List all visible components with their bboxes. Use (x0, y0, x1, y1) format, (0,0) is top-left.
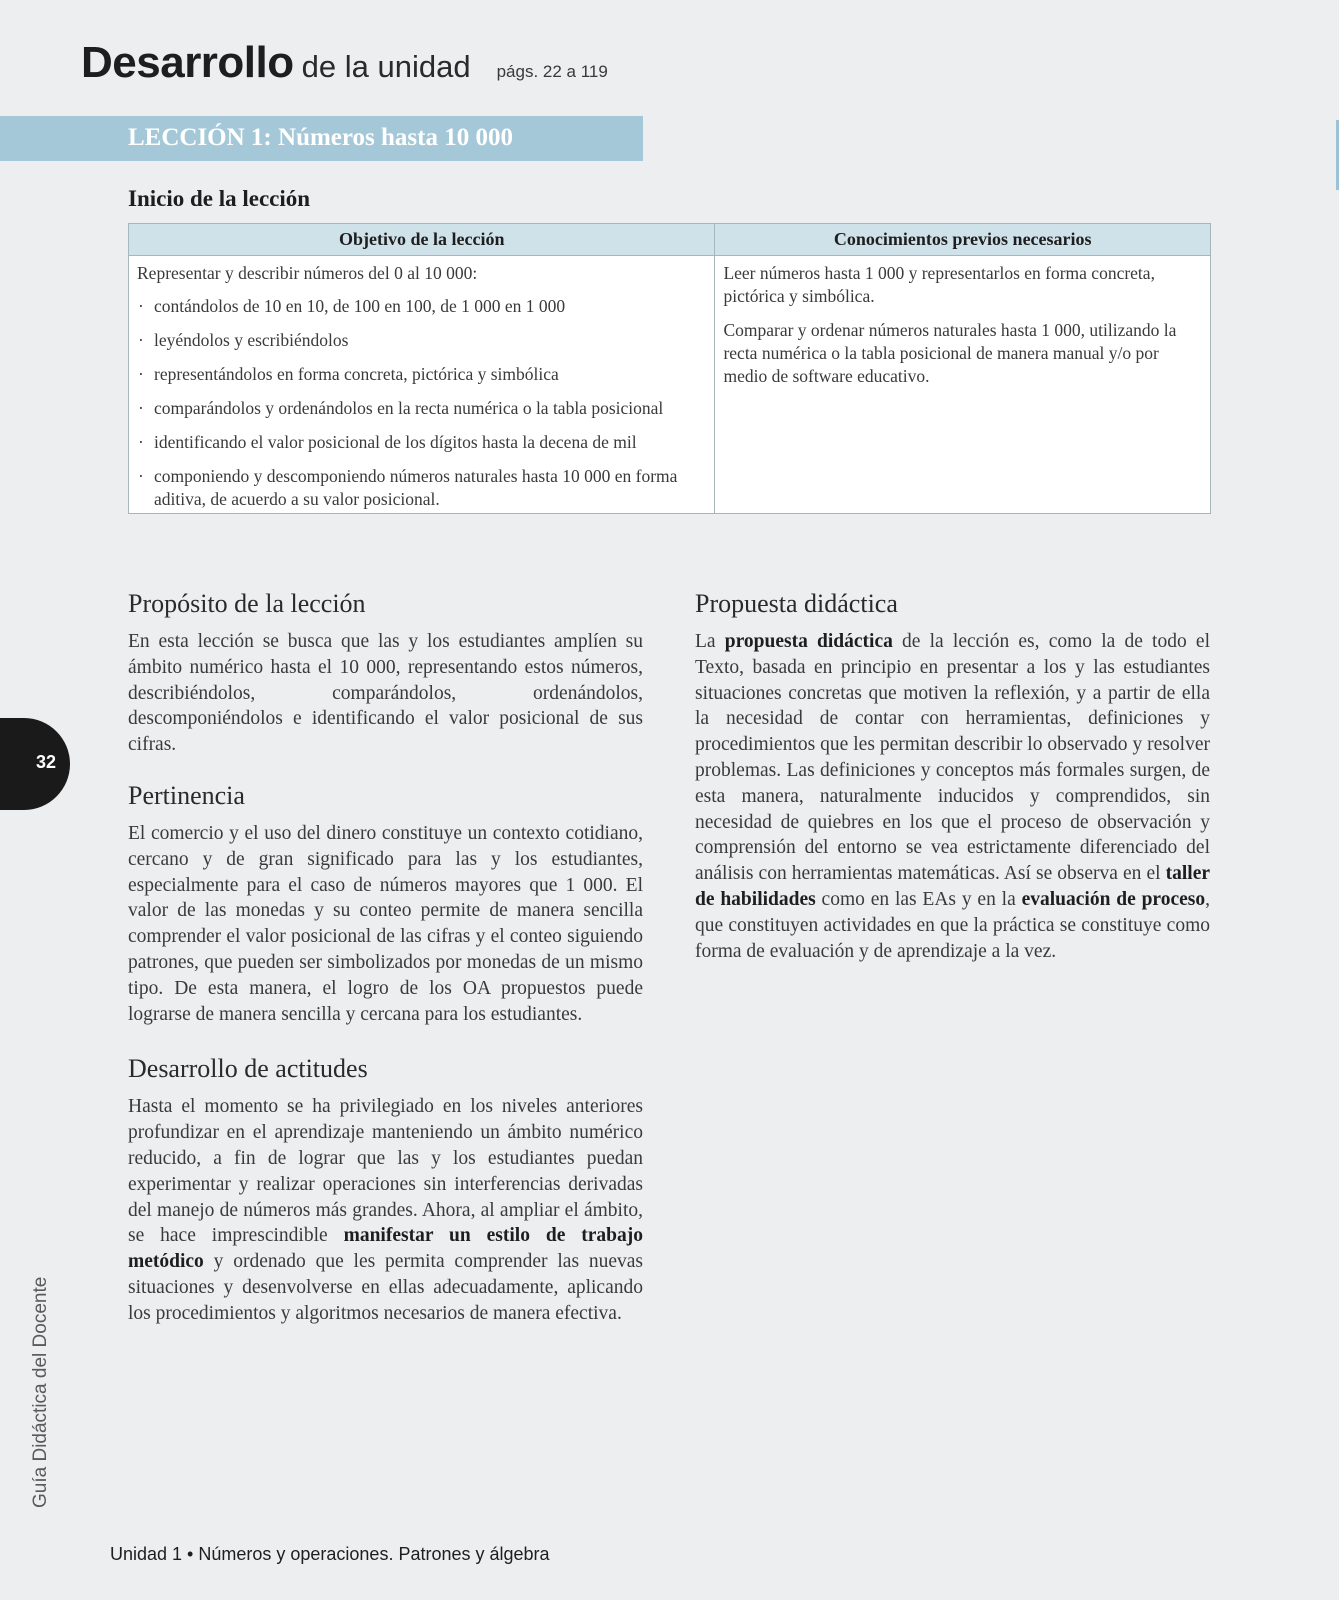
attitudes-heading: Desarrollo de actitudes (128, 1054, 368, 1084)
page-number: 32 (36, 752, 57, 772)
unit-header (81, 38, 608, 88)
objective-item: · comparándolos y ordenándolos en la recta numérica o la tabla posicional (138, 398, 664, 418)
objective-list (137, 295, 704, 511)
objective-item: · componiendo y descomponiendo números naturales hasta 10 000 en forma aditiva, de acuerdo a su valor posicional. (138, 466, 678, 509)
objective-intro: Representar y describir números del 0 al 10 000: (137, 263, 478, 283)
right-column (695, 588, 1210, 986)
previous-knowledge-header: Conocimientos previos necesarios (715, 224, 1211, 256)
relevance-section (128, 780, 643, 1027)
objective-item: · leyéndolos y escribiéndolos (138, 330, 349, 350)
lesson-title-bar (0, 116, 643, 161)
purpose-section (128, 588, 643, 758)
previous-knowledge-item: Comparar y ordenar números naturales hasta 1 000, utilizando la recta numérica o la tabla posicional de manera manual y/o por medio de software educativo. (723, 320, 1177, 386)
lesson-objectives-table (128, 223, 1211, 514)
relevance-heading: Pertinencia (128, 780, 245, 810)
header-title-big: Desarrollo (81, 38, 294, 87)
objective-cell (129, 256, 715, 514)
process-evaluation-emphasis: evaluación de proceso (1021, 888, 1206, 910)
relevance-text: El comercio y el uso del dinero constituye un contexto cotidiano, cercano y de gran significado para las y los estudiantes, especialmente para el caso de números mayores que 1 000. El valor de las monedas y su conteo permite de manera sencilla comprender el valor posicional de las cifras y el conteo siguiendo patrones, que pueden ser simbolizados por monedas de un mismo tipo. De esta manera, el logro de los OA propuestos puede lograrse de manera sencilla y cercana para los estudiantes. (128, 822, 643, 1025)
lesson-start-heading: Inicio de la lección (128, 186, 311, 211)
lesson-title: LECCIÓN 1: Números hasta 10 000 (128, 124, 513, 151)
page-number-tab (0, 718, 70, 810)
left-column (128, 588, 643, 1349)
didactic-proposal-heading: Propuesta didáctica (695, 589, 898, 618)
unit-footer: Unidad 1 • Números y operaciones. Patrones y álgebra (110, 1544, 550, 1564)
purpose-heading: Propósito de la lección (128, 589, 366, 618)
attitudes-emphasis: manifestar un estilo de trabajo metódico (128, 1225, 643, 1273)
previous-knowledge-cell (715, 256, 1211, 514)
didactic-proposal-section (695, 588, 1210, 964)
guide-vertical-label: Guía Didáctica del Docente (30, 1276, 51, 1508)
attitudes-section (128, 1053, 643, 1326)
objective-item: · contándolos de 10 en 10, de 100 en 100, de 1 000 en 1 000 (138, 296, 566, 316)
skills-workshop-emphasis: taller de habilidades (695, 863, 1210, 910)
header-title-small: de la unidad (301, 49, 471, 84)
didactic-proposal-text: La propuesta didáctica de la lección es, como la de todo el Texto, basada en principio en presentar a los y las estudiantes situaciones concretas que motiven la reflexión, y a partir de ella la necesidad de contar con herramientas, definiciones y procedimientos que les permitan describir lo observado y resolver problemas. Las definiciones y conceptos más formales surgen, de esta manera, naturalmente inducidos y comprendidos, sin necesidad de quiebres en los que el proceso de observación y comprensión del entorno se vea estrictamente diferenciado del análisis con herramientas matemáticas. Así se observa en el taller de habilidades como en las EAs y en la evaluación de proceso, que constituyen actividades en que la práctica se constituye como forma de evaluación y de aprendizaje a la vez. (695, 631, 1210, 962)
purpose-text: En esta lección se busca que las y los estudiantes amplíen su ámbito numérico hasta el 10 000, representando estos números, describiéndolos, comparándolos, ordenándolos, descomponiéndolos e identificando el valor posicional de sus cifras. (128, 631, 643, 756)
previous-knowledge-item: Leer números hasta 1 000 y representarlos en forma concreta, pictórica y simbólica. (723, 263, 1155, 306)
objective-item: · representándolos en forma concreta, pictórica y simbólica (138, 364, 559, 384)
header-page-range: págs. 22 a 119 (496, 62, 608, 81)
objective-item: · identificando el valor posicional de los dígitos hasta la decena de mil (138, 432, 637, 452)
attitudes-text: Hasta el momento se ha privilegiado en los niveles anteriores profundizar en el aprendizaje manteniendo un ámbito numérico reducido, a fin de lograr que las y los estudiantes puedan experimentar y realizar operaciones sin interferencias derivadas del manejo de números más grandes. Ahora, al ampliar el ámbito, se hace imprescindible manifestar un estilo de trabajo metódico y ordenado que les permita comprender las nuevas situaciones y desenvolverse en ellas adecuadamente, aplicando los procedimientos y algoritmos necesarios de manera efectiva. (128, 1096, 643, 1324)
didactic-proposal-emphasis: propuesta didáctica (724, 631, 893, 652)
objective-header: Objetivo de la lección (129, 224, 715, 256)
